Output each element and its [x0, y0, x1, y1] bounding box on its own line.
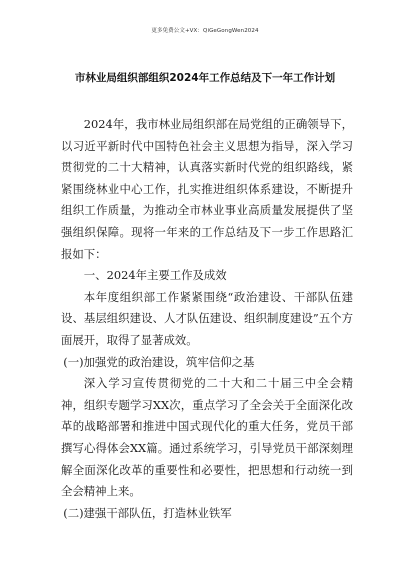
subsection-heading-1: (一)加强党的政治建设，筑牢信仰之基 — [63, 354, 255, 369]
document-title: 市林业局组织部组织2024年工作总结及下一年工作计划 — [74, 72, 336, 84]
section-heading-1: 一、2024年主要工作及成效 — [83, 268, 227, 283]
section-1-paragraph: 本年度组织部工作紧紧围绕“政治建设、干部队伍建设、基层组织建设、人才队伍建设、组织制度建设”五个方面展开，取得了显著成效。 — [61, 289, 353, 347]
header-note: 更多免费公文+VX：QiGeGongWen2024 — [151, 28, 259, 34]
intro-paragraph: 2024年，我市林业局组织部在局党组的正确领导下，以习近平新时代中国特色社会主义思想为指导，深入学习贯彻党的二十大精神，认真落实新时代党的组织路线，紧紧围绕林业中心工作，扎实推进组织体系建设，不断提升组织工作质量，为推动全市林业事业高质量发展提供了坚强组织保障。现将一年来的工作总结及下一步工作思路汇报如下： — [61, 117, 353, 261]
subsection-heading-2: (二)建强干部队伍，打造林业铁军 — [63, 505, 232, 520]
subsection-1-paragraph: 深入学习宣传贯彻党的二十大和二十届三中全会精神，组织专题学习XX次，重点学习了全会关于全面深化改革的战略部署和推进中国式现代化的重大任务，党员干部撰写心得体会XX篇。通过系统学习，引导党员干部深刻理解全面深化改革的重要性和必要性，把思想和行动统一到全会精神上来。 — [61, 376, 353, 499]
document-body — [61, 114, 353, 524]
